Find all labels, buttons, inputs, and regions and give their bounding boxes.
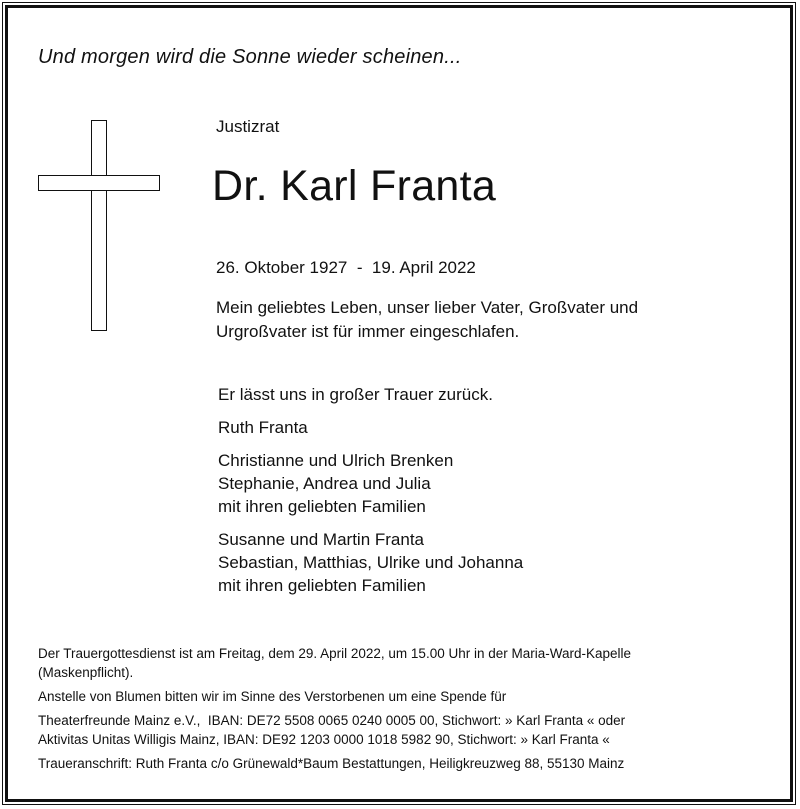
donation-line: Aktivitas Unitas Willigis Mainz, IBAN: DE92 1203 0000 1018 5982 90, Stichwort: » Karl Franta «: [38, 732, 610, 747]
mourner-line: Susanne und Martin Franta: [218, 530, 425, 549]
mourner-line: Stephanie, Andrea und Julia: [218, 474, 431, 493]
message-line: Urgroßvater ist für immer eingeschlafen.: [216, 322, 520, 341]
mourners-intro: Er lässt uns in großer Trauer zurück.: [218, 385, 493, 404]
deceased-title: Justizrat: [216, 117, 280, 136]
mourner-line: Ruth Franta: [218, 418, 308, 437]
service-line: Der Trauergottesdienst ist am Freitag, dem 29. April 2022, um 15.00 Uhr in der Maria-Ward-Kapelle: [38, 646, 632, 661]
mourner-line: Sebastian, Matthias, Ulrike und Johanna: [218, 553, 524, 572]
donation-line: Theaterfreunde Mainz e.V., IBAN: DE72 5508 0065 0240 0005 00, Stichwort: » Karl Franta « oder: [38, 713, 626, 728]
donation-intro: Anstelle von Blumen bitten wir im Sinne des Verstorbenen um eine Spende für: [38, 689, 507, 704]
service-info: [38, 644, 778, 682]
footer: [38, 644, 778, 778]
message-line: Mein geliebtes Leben, unser lieber Vater, Großvater und: [216, 298, 639, 317]
donation-info: [38, 711, 778, 749]
mourning-address: Traueranschrift: Ruth Franta c/o Grünewald*Baum Bestattungen, Heiligkreuzweg 88, 55130 Mainz: [38, 756, 625, 771]
motto: Und morgen wird die Sonne wieder scheinen...: [38, 46, 462, 68]
mourner-line: mit ihren geliebten Familien: [218, 497, 426, 516]
deceased-name: Dr. Karl Franta: [212, 162, 497, 210]
life-dates: 26. Oktober 1927 - 19. April 2022: [216, 258, 476, 277]
service-line: (Maskenpflicht).: [38, 665, 134, 680]
mourners: [218, 383, 523, 597]
message: [216, 296, 638, 344]
cross-vertical-bar: [91, 120, 107, 331]
mourner-line: Christianne und Ulrich Brenken: [218, 451, 454, 470]
cross-intersection: [93, 177, 106, 190]
mourner-line: mit ihren geliebten Familien: [218, 576, 426, 595]
